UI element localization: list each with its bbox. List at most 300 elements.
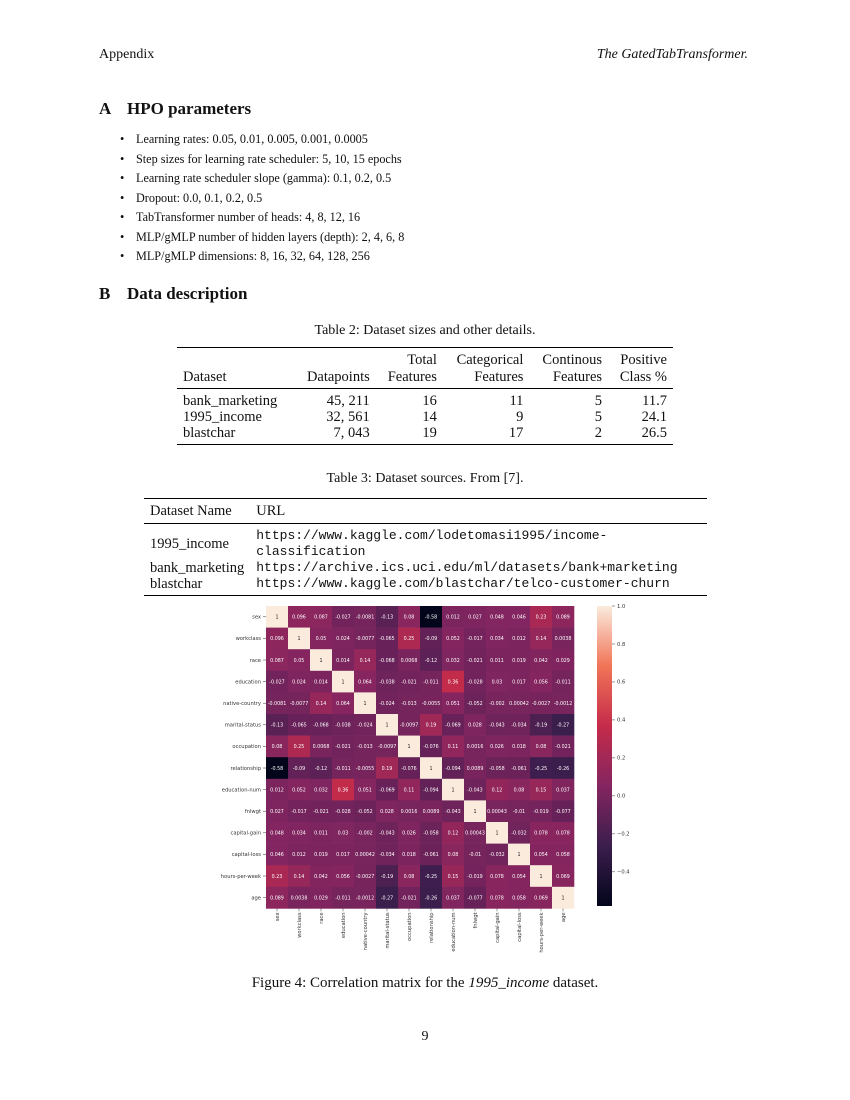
figure-caption-suffix: dataset. [549,975,599,991]
cell-value-label: 0.15 [535,788,547,794]
x-tick-label: workclass [296,912,303,938]
list-item: • TabTransformer number of heads: 4, 8, 12, 16 [120,208,404,228]
column-header: Dataset Name [150,503,232,519]
header-line-1: Total [407,352,437,368]
cell-value-label: 0.08 [447,853,459,859]
cell-value-label: 0.042 [534,658,548,664]
y-tick-label: sex [252,614,261,621]
cell-value-label: -0.27 [380,896,394,902]
cell-value-label: -0.019 [533,810,549,815]
table-cell: 19 [422,425,437,441]
x-tick-label: native-country [362,912,369,951]
cell-value-label: 0.03 [491,680,503,686]
cell-value-label: 1 [363,702,367,707]
cell-value-label: -0.0055 [355,766,375,772]
colorbar-tick-label: 0.0 [617,793,626,800]
cell-value-label: 0.00042 [509,702,529,707]
cell-value-label: -0.019 [467,874,483,880]
table-row [177,425,673,445]
cell-value-label: -0.0077 [355,637,375,643]
y-tick-label: education-num [221,787,261,794]
cell-value-label: 0.014 [314,680,328,686]
cell-value-label: 0.078 [490,874,504,880]
cell-value-label: 0.054 [512,874,526,880]
cell-value-label: 0.042 [314,874,328,880]
cell-value-label: -0.0055 [421,702,441,707]
cell-value-label: 0.08 [403,615,415,621]
section-b-title: Data description [127,284,248,303]
cell-value-label: 0.029 [314,896,328,902]
list-item: • Learning rate scheduler slope (gamma): 0.1, 0.2, 0.5 [120,169,404,189]
cell-value-label: -0.12 [424,658,438,664]
table-row [177,389,673,410]
cell-value-label: -0.021 [555,745,571,751]
cell-value-label: -0.0077 [289,702,309,707]
cell-value-label: 0.052 [292,788,306,794]
table-cell: bank_marketing [183,393,278,409]
cell-value-label: 0.14 [535,637,547,643]
colorbar-tick-label: 0.6 [617,679,626,686]
y-tick-label: education [235,679,261,686]
cell-value-label: -0.028 [467,680,483,686]
cell-value-label: -0.094 [445,766,461,772]
header-line-1: Positive [620,352,667,368]
table-cell: 26.5 [641,425,667,441]
figure-caption-dataset: 1995_income [468,975,550,991]
cell-value-label: -0.065 [291,723,307,729]
cell-value-label: -0.021 [335,745,351,751]
cell-value-label: 0.19 [425,723,437,729]
table-cell: 7, 043 [333,425,370,441]
cell-value-label: 0.0068 [400,658,418,664]
cell-value-label: 1 [319,658,323,664]
cell-value-label: 0.0068 [312,745,330,751]
cell-value-label: -0.002 [489,702,505,707]
colorbar-tick-label: 0.4 [617,717,626,724]
cell-value-label: 0.051 [446,702,460,707]
cell-value-label: 0.056 [336,874,350,880]
cell-value-label: -0.13 [270,723,284,729]
table-cell: blastchar [150,576,203,592]
cell-value-label: -0.26 [424,896,438,902]
table-cell: 5 [594,409,603,425]
cell-value-label: 0.089 [556,615,570,621]
cell-value-label: -0.0097 [377,745,397,751]
cell-value-label: 1 [341,680,345,686]
header-line-2: Features [387,369,437,385]
cell-value-label: 0.069 [534,896,548,902]
cell-value-label: -0.065 [379,637,395,643]
column-header [443,348,530,389]
cell-value-label: 0.026 [490,745,504,751]
cell-value-label: 0.25 [293,745,305,751]
table-header-row [144,499,707,524]
y-tick-label: hours-per-week [220,873,261,880]
cell-value-label: 1 [407,745,411,751]
cell-value-label: -0.032 [511,831,527,837]
correlation-heatmap [220,600,640,960]
cell-value-label: -0.069 [379,788,395,794]
table-header-row [177,348,673,389]
cell-value-label: 0.19 [381,766,393,772]
cell-value-label: 0.23 [271,874,283,880]
y-tick-label: marital-status [224,722,261,729]
cell-value-label: -0.13 [380,615,394,621]
cell-value-label: 1 [517,853,521,859]
cell-value-label: 0.048 [270,831,284,837]
header-line-2: Datapoints [306,369,370,385]
y-tick-label: occupation [232,744,261,751]
cell-value-label: -0.011 [555,680,571,686]
x-tick-label: hours-per-week [538,912,545,953]
cell-value-label: 0.048 [490,615,504,621]
x-tick-label: relationship [428,912,435,943]
cell-value-label: -0.01 [512,810,526,815]
cell-value-label: 0.08 [403,874,415,880]
cell-value-label: 0.11 [447,745,459,751]
x-tick-label: age [560,912,567,923]
cell-value-label: 0.018 [402,853,416,859]
cell-value-label: 0.0089 [422,810,440,815]
url-cell: https://archive.ics.uci.edu/ml/datasets/bank+marketing [256,560,678,575]
column-header [529,348,608,389]
cell-value-label: -0.25 [534,766,548,772]
cell-value-label: 0.069 [556,874,570,880]
table-cell: 2 [594,425,603,441]
list-item: • Learning rates: 0.05, 0.01, 0.005, 0.001, 0.0005 [120,130,404,150]
cell-value-label: -0.052 [357,810,373,815]
cell-value-label: 0.23 [535,615,547,621]
cell-value-label: -0.058 [489,766,505,772]
column-header [177,348,294,389]
dataset-sizes-table [177,347,673,445]
header-line-2: Dataset [183,369,227,385]
cell-value-label: 0.019 [314,853,328,859]
cell-value-label: 0.03 [337,831,349,837]
list-item: • MLP/gMLP dimensions: 8, 16, 32, 64, 128, 256 [120,247,404,267]
cell-value-label: 0.087 [314,615,328,621]
colorbar-tick-label: 0.2 [617,755,626,762]
cell-value-label: -0.028 [335,810,351,815]
cell-value-label: 0.36 [447,680,459,686]
cell-value-label: 0.046 [270,853,284,859]
cell-value-label: 0.14 [315,702,327,707]
cell-value-label: 0.017 [336,853,350,859]
cell-value-label: 0.00043 [465,831,485,837]
cell-value-label: 0.25 [403,637,415,643]
table-cell: 32, 561 [326,409,370,425]
cell-value-label: -0.021 [401,680,417,686]
cell-value-label: 1 [275,615,279,621]
cell-value-label: -0.017 [291,810,307,815]
colorbar-tick-label: 0.8 [617,641,626,648]
cell-value-label: 0.019 [512,658,526,664]
cell-value-label: 1 [473,810,477,815]
cell-value-label: -0.068 [379,658,395,664]
cell-value-label: -0.027 [269,680,285,686]
cell-value-label: 0.12 [447,831,459,837]
cell-value-label: -0.094 [423,788,439,794]
cell-value-label: 0.078 [556,831,570,837]
cell-value-label: -0.0012 [355,896,375,902]
table-cell: 45, 211 [326,393,370,409]
cell-value-label: 1 [297,637,301,643]
cell-value-label: 0.05 [293,658,305,664]
cell-value-label: -0.021 [467,658,483,664]
table2-caption: Table 2: Dataset sizes and other details. [314,323,536,338]
cell-value-label: -0.01 [468,853,482,859]
cell-value-label: -0.58 [424,615,438,621]
figure-caption [0,975,850,992]
header-line-2: Features [552,369,603,385]
table-cell: bank_marketing [150,560,245,576]
table-cell: blastchar [183,425,236,441]
colorbar-tick-label: −0.4 [617,869,630,876]
cell-value-label: 0.012 [512,637,526,643]
cell-value-label: 0.028 [380,810,394,815]
x-tick-label: education [340,912,347,939]
cell-value-label: -0.0097 [399,723,419,729]
table-cell: 17 [508,425,524,441]
cell-value-label: -0.034 [511,723,527,729]
table-row [144,524,707,561]
y-tick-label: relationship [230,765,261,772]
cell-value-label: 0.029 [556,658,570,664]
table-cell: 5 [594,393,603,409]
cell-value-label: -0.013 [401,702,417,707]
colorbar-tick-label: 1.0 [617,603,626,610]
cell-value-label: 0.078 [534,831,548,837]
cell-value-label: 0.08 [271,745,283,751]
x-tick-label: capital-loss [516,912,523,942]
cell-value-label: 0.037 [446,896,460,902]
cell-value-label: -0.0027 [531,702,551,707]
cell-value-label: 0.012 [292,853,306,859]
cell-value-label: 1 [495,831,499,837]
cell-value-label: 0.058 [512,896,526,902]
hpo-parameter-list [120,130,404,267]
table-cell: 1995_income [183,409,262,425]
cell-value-label: 0.034 [292,831,306,837]
cell-value-label: -0.27 [556,723,570,729]
column-header: URL [256,503,286,519]
cell-value-label: 0.051 [358,788,372,794]
table3-caption: Table 3: Dataset sources. From [7]. [326,471,524,486]
y-tick-label: workclass [235,636,261,643]
cell-value-label: -0.0027 [355,874,375,880]
cell-value-label: -0.069 [445,723,461,729]
figure-caption-prefix: Figure 4: Correlation matrix for the [251,975,469,991]
cell-value-label: 0.017 [512,680,526,686]
table-cell: 14 [422,409,437,425]
cell-value-label: -0.038 [379,680,395,686]
cell-value-label: 1 [429,766,433,772]
cell-value-label: -0.09 [292,766,306,772]
cell-value-label: -0.19 [380,874,394,880]
table-row [144,576,707,596]
x-tick-label: capital-gain [494,912,501,943]
cell-value-label: 0.0089 [466,766,484,772]
cell-value-label: -0.26 [556,766,570,772]
cell-value-label: -0.061 [423,853,439,859]
cell-value-label: -0.011 [423,680,439,686]
cell-value-label: -0.076 [401,766,417,772]
header-line-1: Continous [542,352,603,368]
table-cell: 11.7 [642,393,667,409]
cell-value-label: -0.0081 [355,615,375,621]
cell-value-label: 0.011 [314,831,328,837]
cell-value-label: 0.08 [535,745,547,751]
table-cell: 24.1 [641,409,667,425]
column-header [376,348,443,389]
cell-value-label: 0.024 [292,680,306,686]
cell-value-label: 0.12 [491,788,503,794]
colorbar [597,606,612,906]
table-cell: 11 [509,393,524,409]
cell-value-label: -0.12 [314,766,328,772]
table-cell: 9 [516,409,524,425]
cell-value-label: 0.037 [556,788,570,794]
running-header-right: The GatedTabTransformer. [596,47,748,62]
cell-value-label: 0.012 [270,788,284,794]
y-tick-label: native-country [223,701,261,707]
cell-value-label: 0.018 [512,745,526,751]
cell-value-label: -0.034 [379,853,395,859]
cell-value-label: -0.077 [467,896,483,902]
section-a-heading [99,99,251,119]
cell-value-label: 0.012 [446,615,460,621]
cell-value-label: 0.05 [315,637,327,643]
y-tick-label: age [251,895,261,902]
cell-value-label: 0.00042 [355,853,375,859]
cell-value-label: -0.19 [534,723,548,729]
cell-value-label: -0.043 [467,788,483,794]
cell-value-label: -0.077 [555,810,571,815]
cell-value-label: 0.058 [556,853,570,859]
x-tick-label: marital-status [384,912,391,949]
cell-value-label: 0.14 [359,658,371,664]
cell-value-label: 0.056 [534,680,548,686]
x-tick-label: sex [274,912,281,922]
cell-value-label: 0.096 [270,637,284,643]
cell-value-label: 0.028 [468,723,482,729]
column-header [294,348,376,389]
cell-value-label: 0.14 [293,874,305,880]
cell-value-label: 0.0016 [466,745,484,751]
header-line-2: Features [474,369,524,385]
header-line-2: Class % [619,369,667,385]
cell-value-label: 1 [539,874,543,880]
cell-value-label: 0.052 [446,637,460,643]
cell-value-label: -0.011 [335,766,351,772]
cell-value-label: 0.032 [446,658,460,664]
y-tick-label: race [249,657,261,664]
cell-value-label: 0.096 [292,615,306,621]
cell-value-label: 0.11 [403,788,415,794]
cell-value-label: 0.08 [513,788,525,794]
cell-value-label: 0.054 [534,853,548,859]
cell-value-label: -0.024 [379,702,395,707]
cell-value-label: 0.027 [270,810,284,815]
y-tick-label: capital-gain [230,830,261,837]
column-header [608,348,673,389]
x-tick-label: race [318,912,325,924]
list-item: • MLP/gMLP number of hidden layers (depth): 2, 4, 6, 8 [120,228,404,248]
cell-value-label: 1 [385,723,389,729]
cell-value-label: -0.002 [357,831,373,837]
colorbar-tick-label: −0.2 [617,831,630,838]
cell-value-label: -0.043 [445,810,461,815]
cell-value-label: 0.026 [402,831,416,837]
cell-value-label: -0.043 [489,723,505,729]
cell-value-label: -0.027 [335,615,351,621]
cell-value-label: -0.013 [357,745,373,751]
cell-value-label: 0.027 [468,615,482,621]
cell-value-label: -0.0012 [553,702,573,707]
y-tick-label: capital-loss [231,852,261,859]
cell-value-label: 0.0038 [290,896,308,902]
cell-value-label: -0.0081 [267,702,287,707]
cell-value-label: -0.043 [379,831,395,837]
section-a-title: HPO parameters [127,99,252,118]
cell-value-label: -0.09 [424,637,438,643]
cell-value-label: 0.0016 [400,810,418,815]
running-header-left: Appendix [99,47,155,62]
cell-value-label: 0.087 [270,658,284,664]
cell-value-label: 0.064 [358,680,372,686]
cell-value-label: -0.076 [423,745,439,751]
cell-value-label: 0.046 [512,615,526,621]
cell-value-label: -0.068 [313,723,329,729]
cell-value-label: -0.058 [423,831,439,837]
cell-value-label: -0.061 [511,766,527,772]
section-b-number: B [99,284,111,303]
cell-value-label: 0.15 [447,874,459,880]
cell-value-label: -0.017 [467,637,483,643]
list-item: • Step sizes for learning rate scheduler: 5, 10, 15 epochs [120,150,404,170]
x-tick-label: occupation [406,912,413,941]
cell-value-label: 0.36 [337,788,349,794]
cell-value-label: -0.038 [335,723,351,729]
cell-value-label: 0.034 [490,637,504,643]
cell-value-label: -0.021 [401,896,417,902]
cell-value-label: -0.011 [335,896,351,902]
table-row [177,409,673,425]
cell-value-label: 0.011 [490,658,504,664]
cell-value-label: 0.078 [490,896,504,902]
cell-value-label: 1 [561,896,565,902]
table-cell: 1995_income [150,536,229,552]
cell-value-label: -0.024 [357,723,373,729]
list-item: • Dropout: 0.0, 0.1, 0.2, 0.5 [120,189,404,209]
url-cell: https://www.kaggle.com/blastchar/telco-customer-churn [256,576,670,591]
table-cell: 16 [422,393,437,409]
dataset-sources-table [144,498,707,596]
cell-value-label: -0.052 [467,702,483,707]
y-tick-label: fnlwgt [244,809,261,815]
url-cell: https://www.kaggle.com/lodetomasi1995/income-classification [256,528,608,559]
cell-value-label: 1 [451,788,455,794]
cell-value-label: 0.00043 [487,810,507,815]
cell-value-label: -0.032 [489,853,505,859]
cell-value-label: 0.014 [336,658,350,664]
cell-value-label: -0.021 [313,810,329,815]
cell-value-label: -0.58 [270,766,284,772]
section-b-heading [99,284,247,304]
cell-value-label: 0.024 [336,637,350,643]
section-a-number: A [99,99,112,118]
x-tick-label: fnlwgt [472,912,479,929]
